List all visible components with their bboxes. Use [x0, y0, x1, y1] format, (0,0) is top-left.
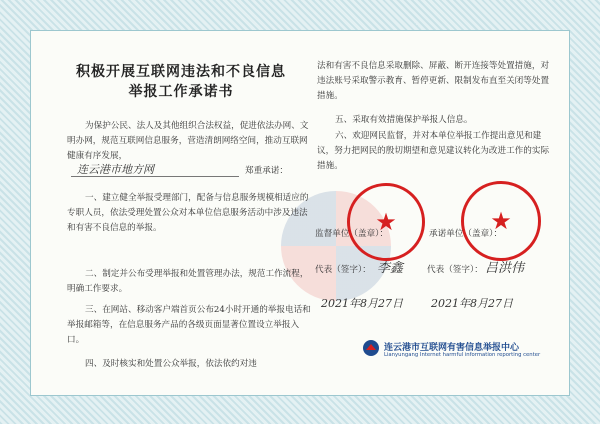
item-4-start: 四、及时核实和处置公众举报，依法依约对违: [85, 359, 257, 369]
item-2: 二、制定并公布受理举报和处置管理办法，规范工作流程，明确工作要求。: [67, 269, 309, 294]
company-name-handwritten: 连云港市地方网: [77, 163, 154, 176]
seal-star-icon: ★: [375, 208, 397, 236]
intro-paragraph: 为保护公民、法人及其他组织合法权益，促进依法办网、文明办网，规范互联网信息服务，营造清朗网络空间，推动互联网健康有序发展，: [67, 121, 309, 161]
title-line-2: 举报工作承诺书: [128, 84, 234, 100]
company-underline: [71, 176, 239, 177]
reporting-center-logo-icon: [362, 339, 380, 357]
supervisor-date: 2021年8月27日: [321, 297, 403, 310]
intro-end: 郑重承诺：: [245, 166, 288, 176]
promisor-signature: 吕洪伟: [485, 261, 525, 276]
item-4-continued: 法和有害不良信息采取删除、屏蔽、断开连接等处置措施，对违法账号采取警示教育、暂停更新、限制发布直至关闭等处置措施。: [317, 61, 550, 101]
promisor-rep-label: 代表（签字）：: [427, 265, 483, 275]
reporting-center-name-en: Lianyungang Internet harmful information reporting center: [384, 352, 541, 358]
supervisor-seal: [347, 183, 425, 261]
supervisor-rep-label: 代表（签字）：: [315, 265, 371, 275]
item-6: 六、欢迎网民监督，并对本单位举报工作提出意见和建议，努力把网民的殷切期望和意见建议转化为改进工作的实际措施。: [317, 131, 550, 171]
promisor-date: 2021年8月27日: [431, 297, 513, 310]
seal-star-icon: ★: [490, 207, 512, 235]
item-1: 一、建立健全举报受理部门，配备与信息服务规模相适应的专职人员，依法受理处置公众对本单位信息服务活动中涉及违法和有害不良信息的举报。: [67, 193, 309, 233]
supervisor-signature: 李鑫: [377, 261, 404, 276]
supervisor-label: 监督单位（盖章）：: [315, 229, 389, 239]
reporting-center-name: 连云港市互联网有害信息举报中心: [384, 343, 520, 353]
promisor-label: 承诺单位（盖章）：: [429, 229, 503, 239]
item-3: 三、在网站、移动客户端首页公布24小时开通的举报电话和举报邮箱等，在信息服务产品的各级页面显著位置设立举报入口。: [67, 305, 311, 345]
title-line-1: 积极开展互联网违法和不良信息: [76, 64, 286, 80]
promisor-seal: [461, 181, 541, 261]
item-5: 五、采取有效措施保护举报人信息。: [335, 115, 473, 125]
